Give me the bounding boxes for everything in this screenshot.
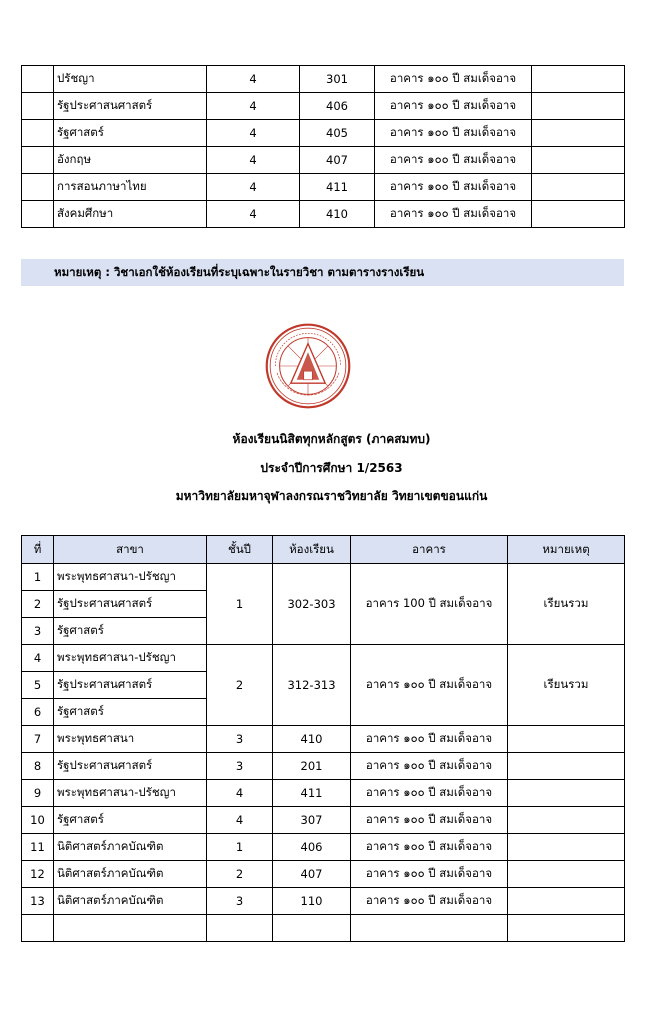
cell-note: [508, 780, 625, 807]
cell-note: เรียนรวม: [508, 645, 625, 726]
cell-year: 4: [207, 174, 300, 201]
cell-no: [22, 147, 54, 174]
cell-building: อาคาร ๑๐๐ ปี สมเด็จอาจ: [351, 726, 508, 753]
cell-year: [207, 915, 273, 942]
cell-no: 12: [22, 861, 54, 888]
header-branch: สาขา: [54, 536, 207, 564]
cell-year: 4: [207, 147, 300, 174]
cell-year: 4: [207, 807, 273, 834]
table-row: [22, 174, 625, 201]
heading-line-2: ประจำปีการศึกษา 1/2563: [260, 461, 403, 475]
cell-note: [508, 807, 625, 834]
cell-no: 9: [22, 780, 54, 807]
cell-year: 4: [207, 93, 300, 120]
cell-room: 411: [300, 174, 375, 201]
cell-room: 411: [273, 780, 351, 807]
header-no: ที่: [22, 536, 54, 564]
cell-year: 1: [207, 834, 273, 861]
cell-building: อาคาร ๑๐๐ ปี สมเด็จอาจ: [351, 780, 508, 807]
cell-note: [508, 915, 625, 942]
cell-room: [273, 915, 351, 942]
cell-subject: การสอนภาษาไทย: [54, 174, 207, 201]
table-row: [22, 645, 625, 672]
cell-subject: สังคมศึกษา: [54, 201, 207, 228]
cell-year: 1: [207, 564, 273, 645]
cell-year: 3: [207, 753, 273, 780]
cell-year: 4: [207, 120, 300, 147]
cell-building: อาคาร ๑๐๐ ปี สมเด็จอาจ: [375, 174, 532, 201]
table-row: [22, 201, 625, 228]
table-row: [22, 120, 625, 147]
cell-no: 8: [22, 753, 54, 780]
cell-building: อาคาร ๑๐๐ ปี สมเด็จอาจ: [351, 888, 508, 915]
cell-no: 7: [22, 726, 54, 753]
cell-building: อาคาร ๑๐๐ ปี สมเด็จอาจ: [375, 147, 532, 174]
cell-subject: ปรัชญา: [54, 66, 207, 93]
cell-year: 4: [207, 66, 300, 93]
cell-note: [508, 726, 625, 753]
table-header-row: [22, 536, 625, 564]
cell-no: 2: [22, 591, 54, 618]
cell-no: 13: [22, 888, 54, 915]
heading-line-3: มหาวิทยาลัยมหาจุฬาลงกรณราชวิทยาลัย วิทยาเขตขอนแก่น: [175, 489, 488, 503]
table-row: [22, 753, 625, 780]
cell-room: 407: [300, 147, 375, 174]
cell-building: อาคาร ๑๐๐ ปี สมเด็จอาจ: [351, 861, 508, 888]
cell-note: [508, 834, 625, 861]
cell-note: [532, 66, 625, 93]
heading-line-1: ห้องเรียนนิสิตทุกหลักสูตร (ภาคสมทบ): [232, 432, 431, 446]
room-table-continuation: [21, 65, 625, 228]
cell-room: 406: [273, 834, 351, 861]
cell-no: 6: [22, 699, 54, 726]
cell-note: เรียนรวม: [508, 564, 625, 645]
cell-branch: [54, 915, 207, 942]
cell-note: [532, 201, 625, 228]
cell-room: 301: [300, 66, 375, 93]
cell-room: 407: [273, 861, 351, 888]
table-row: [22, 861, 625, 888]
cell-branch: นิติศาสตร์ภาคบัณฑิต: [54, 861, 207, 888]
cell-building: [351, 915, 508, 942]
cell-building: อาคาร ๑๐๐ ปี สมเด็จอาจ: [375, 201, 532, 228]
cell-subject: รัฐประศาสนศาสตร์: [54, 93, 207, 120]
header-note: หมายเหตุ: [508, 536, 625, 564]
cell-no: 10: [22, 807, 54, 834]
cell-room: 410: [300, 201, 375, 228]
cell-note: [532, 93, 625, 120]
table-row: [22, 807, 625, 834]
table-row: [22, 147, 625, 174]
cell-building: อาคาร ๑๐๐ ปี สมเด็จอาจ: [351, 834, 508, 861]
university-seal-logo: [265, 323, 351, 409]
cell-branch: นิติศาสตร์ภาคบัณฑิต: [54, 888, 207, 915]
cell-building: อาคาร ๑๐๐ ปี สมเด็จอาจ: [351, 807, 508, 834]
cell-branch: รัฐศาสตร์: [54, 618, 207, 645]
cell-year: 2: [207, 861, 273, 888]
cell-no: [22, 93, 54, 120]
cell-branch: พระพุทธศาสนา-ปรัชญา: [54, 645, 207, 672]
cell-building: อาคาร ๑๐๐ ปี สมเด็จอาจ: [351, 753, 508, 780]
cell-note: [508, 753, 625, 780]
cell-no: [22, 66, 54, 93]
cell-no: 11: [22, 834, 54, 861]
cell-year: 2: [207, 645, 273, 726]
header-building: อาคาร: [351, 536, 508, 564]
cell-no: [22, 174, 54, 201]
cell-room: 312-313: [273, 645, 351, 726]
cell-building: อาคาร 100 ปี สมเด็จอาจ: [351, 564, 508, 645]
cell-no: [22, 120, 54, 147]
cell-year: 4: [207, 780, 273, 807]
cell-no: 3: [22, 618, 54, 645]
cell-room: 110: [273, 888, 351, 915]
cell-branch: พระพุทธศาสนา-ปรัชญา: [54, 780, 207, 807]
table-row: [22, 66, 625, 93]
table-row: [22, 888, 625, 915]
cell-branch: รัฐศาสตร์: [54, 699, 207, 726]
cell-note: [508, 861, 625, 888]
cell-building: อาคาร ๑๐๐ ปี สมเด็จอาจ: [351, 645, 508, 726]
cell-note: [532, 174, 625, 201]
cell-branch: รัฐประศาสนศาสตร์: [54, 591, 207, 618]
cell-building: อาคาร ๑๐๐ ปี สมเด็จอาจ: [375, 93, 532, 120]
cell-room: 410: [273, 726, 351, 753]
cell-note: [508, 888, 625, 915]
cell-branch: รัฐประศาสนศาสตร์: [54, 672, 207, 699]
cell-year: 3: [207, 726, 273, 753]
cell-subject: อังกฤษ: [54, 147, 207, 174]
cell-branch: นิติศาสตร์ภาคบัณฑิต: [54, 834, 207, 861]
cell-room: 201: [273, 753, 351, 780]
table-row: [22, 915, 625, 942]
cell-no: [22, 915, 54, 942]
cell-room: 302-303: [273, 564, 351, 645]
cell-room: 406: [300, 93, 375, 120]
cell-room: 307: [273, 807, 351, 834]
cell-branch: รัฐศาสตร์: [54, 807, 207, 834]
header-year: ชั้นปี: [207, 536, 273, 564]
cell-note: [532, 147, 625, 174]
table-row: [22, 726, 625, 753]
cell-no: 4: [22, 645, 54, 672]
cell-building: อาคาร ๑๐๐ ปี สมเด็จอาจ: [375, 120, 532, 147]
cell-no: 1: [22, 564, 54, 591]
cell-branch: พระพุทธศาสนา: [54, 726, 207, 753]
cell-branch: รัฐประศาสนศาสตร์: [54, 753, 207, 780]
classroom-table: [21, 535, 625, 942]
header-room: ห้องเรียน: [273, 536, 351, 564]
cell-room: 405: [300, 120, 375, 147]
note-bar: หมายเหตุ : วิชาเอกใช้ห้องเรียนที่ระบุเฉพาะในรายวิชา ตามตารางรางเรียน: [21, 259, 624, 286]
cell-building: อาคาร ๑๐๐ ปี สมเด็จอาจ: [375, 66, 532, 93]
cell-branch: พระพุทธศาสนา-ปรัชญา: [54, 564, 207, 591]
cell-subject: รัฐศาสตร์: [54, 120, 207, 147]
table-row: [22, 564, 625, 591]
table-row: [22, 93, 625, 120]
cell-no: 5: [22, 672, 54, 699]
cell-no: [22, 201, 54, 228]
table-row: [22, 834, 625, 861]
table-row: [22, 780, 625, 807]
cell-year: 4: [207, 201, 300, 228]
cell-year: 3: [207, 888, 273, 915]
cell-note: [532, 120, 625, 147]
